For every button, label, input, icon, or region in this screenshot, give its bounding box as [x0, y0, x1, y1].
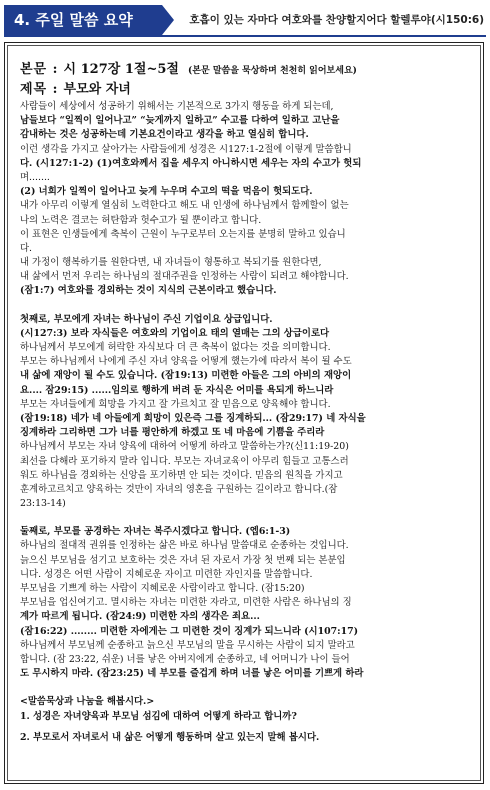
- text-line: 도 무시하지 마라. (잠23:25) 네 부모를 즐겁게 하며 너를 낳은 어미를 기쁘게 하라: [20, 668, 364, 680]
- text-line: 내 가정이 행복하기를 원한다면, 내 자녀들이 형통하고 복되기를 원한다면,: [20, 257, 322, 269]
- scripture-label: 본문 :: [20, 62, 59, 77]
- text-line: 부모님을 업신여기고. 멸시하는 자녀는 미련한 자라고, 미련한 사람은 하나님의 징: [20, 597, 352, 609]
- text-line: 나의 노력은 결코는 허탄함과 헛수고가 될 뿐이라고 합니다.: [20, 214, 262, 226]
- text-line: 하나님의 절대적 권위를 인정하는 삶은 바로 하나님 말씀대로 순종하는 것입니다.: [20, 540, 349, 552]
- header-rule: [4, 35, 486, 37]
- section-header: [4, 5, 486, 35]
- tab-arrow: [162, 5, 174, 35]
- text-line: 1. 성경은 자녀양육과 부모님 섬김에 대하여 어떻게 하라고 합니까?: [20, 710, 297, 722]
- topic-value: 부모와 자녀: [63, 82, 131, 97]
- text-line: 내가 아무리 이렇게 열심히 노력한다고 해도 내 인생에 하나님께서 함께할이 없는: [20, 200, 349, 212]
- topic-label: 제목 :: [20, 82, 59, 97]
- text-line: (잠19:18) 네가 네 아들에게 희망이 있은즉 그를 징계하되... (잠29:17) 네 자식을: [20, 412, 366, 424]
- text-line: 다.: [20, 242, 33, 254]
- text-line: 계가 따르게 됩니다. (잠24:9) 미련한 자의 생각은 죄요...: [20, 611, 260, 623]
- text-line: 첫째로, 부모에게 자녀는 하나님이 주신 기업이요 상급입니다.: [20, 313, 273, 325]
- text-line: 요.... 잠29:15) ......임의로 행하게 버려 둔 자식은 어미를 욕되게 하느니라: [20, 384, 334, 396]
- paragraph-intro: [20, 100, 472, 299]
- paragraph-discussion-q2: [20, 731, 472, 745]
- text-line: 부모님을 기쁘게 하는 사람이 지혜로운 사람이라고 합니다. (잠15:20): [20, 583, 305, 594]
- text-line: 2. 부모로서 자녀로서 내 삶은 어떻게 행동하며 살고 있는지 말해 봅시다.: [20, 731, 320, 743]
- scripture-line: [20, 58, 357, 78]
- text-line: 부모는 하나님께서 나에게 주신 자녀 양육을 어떻게 했는가에 따라서 복이 될 수도: [20, 356, 352, 368]
- text-line: <말씀묵상과 나눔을 해봅시다.>: [20, 696, 155, 708]
- text-line: 하나님께서 부모님께 순종하고 늙으신 부모님의 말을 무시하는 사람이 되지 말라고: [20, 639, 355, 651]
- text-line: 이런 생각을 가지고 살아가는 사람들에게 성경은 시127:1-2절에 이렇게 말씀합니: [20, 143, 352, 155]
- text-line: 부모는 자녀들에게 희망을 가지고 잘 가르치고 잘 믿음으로 양육해야 합니다.: [20, 398, 331, 410]
- text-line: 이 표현은 인생들에게 축복이 근원이 누구로부터 오는지를 분명히 말하고 있습니: [20, 228, 346, 240]
- text-line: (시127:3) 보라 자식들은 여호와의 기업이요 태의 열매는 그의 상급이로다: [20, 327, 330, 339]
- text-line: 합니다. (잠 23:22, 쉬운) 너를 낳은 아버지에게 순종하고, 네 어머니가 나이 들어: [20, 653, 350, 665]
- text-line: 최선을 다해라 포기하지 말라 입니다. 부모는 자녀교육이 아무리 힘들고 고통스러: [20, 455, 349, 467]
- section-tab: 4. 주일 말씀 요약: [4, 5, 162, 35]
- text-line: 하나님께서 부모에게 허락한 자식보다 더 큰 축복이 없다는 것을 의미합니다.: [20, 342, 331, 353]
- title-area: [20, 58, 357, 98]
- paragraph-second-point: [20, 525, 472, 681]
- scripture-value: 시 127장 1절~5절: [63, 62, 179, 77]
- text-line: 23:13-14): [20, 498, 66, 510]
- scripture-note: (본문 말씀을 묵상하며 천천히 읽어보세요): [188, 66, 357, 76]
- text-line: (잠16:22) ........ 미련한 자에게는 그 미련한 것이 징계가 되느니라 (시107:17): [20, 625, 359, 637]
- paragraph-first-point: [20, 313, 472, 512]
- text-line: 늙으신 부모님을 섬기고 보호하는 것은 자녀 된 자로서 가장 첫 번째 되는 본분입: [20, 554, 346, 566]
- text-line: 둘째로, 부모를 공경하는 자녀는 복주시겠다고 합니다. (엡6:1-3): [20, 526, 291, 538]
- text-line: 워도 하나님을 경외하는 신앙을 포기하면 안 되는 것이다. 믿음의 원칙을 가지고: [20, 469, 343, 481]
- header-verse: 호흡이 있는 자마다 여호와를 찬양할지어다 할렐루야(시150:6): [189, 14, 484, 26]
- sermon-body: [20, 100, 472, 745]
- text-line: (잠1:7) 여호와를 경외하는 것이 지식의 근본이라고 했습니다.: [20, 285, 277, 297]
- text-line: 다. (시127:1-2) (1)여호와께서 집을 세우지 아니하시면 세우는 자의 수고가 헛되: [20, 157, 362, 169]
- text-line: 며.......: [20, 171, 50, 183]
- paragraph-discussion: [20, 695, 472, 723]
- text-line: 내 삶에서 먼저 우리는 하나님의 절대주권을 인정하는 사람이 되려고 해야합니다.: [20, 271, 349, 283]
- text-line: 감내하는 것은 성공하는데 기본요건이라고 생각을 하고 열심히 합니다.: [20, 129, 309, 141]
- text-line: 내 삶에 재앙이 될 수도 있습니다. (잠19:13) 미련한 아들은 그의 아비의 재앙이: [20, 370, 352, 382]
- text-line: 징계하라 그리하면 그가 너를 평안하게 하겠고 또 네 마음에 기쁨을 주리라: [20, 427, 325, 439]
- text-line: 훈계하고르치고 양육하는 것만이 자녀의 영혼을 구원하는 길이라고 합니다.(잠: [20, 483, 338, 495]
- text-line: (2) 너희가 일찍이 일어나고 늦게 누우며 수고의 떡을 먹음이 헛되도다.: [20, 186, 313, 198]
- text-line: 니다. 성경은 어떤 사람이 지혜로운 자이고 미련한 자인지를 말씀합니다.: [20, 568, 313, 580]
- text-line: 사람들이 세상에서 성공하기 위해서는 기본적으로 3가지 행동을 하게 되는데,: [20, 101, 334, 112]
- text-line: 남들보다 “일찍이 일어나고” “늦게까지 일하고” 수고를 다하여 일하고 고난을: [20, 115, 340, 127]
- text-line: 하나님께서 부모는 자녀 양육에 대하여 어떻게 하라고 말씀하는가?(신11:19-20): [20, 441, 349, 453]
- topic-line: [20, 78, 357, 98]
